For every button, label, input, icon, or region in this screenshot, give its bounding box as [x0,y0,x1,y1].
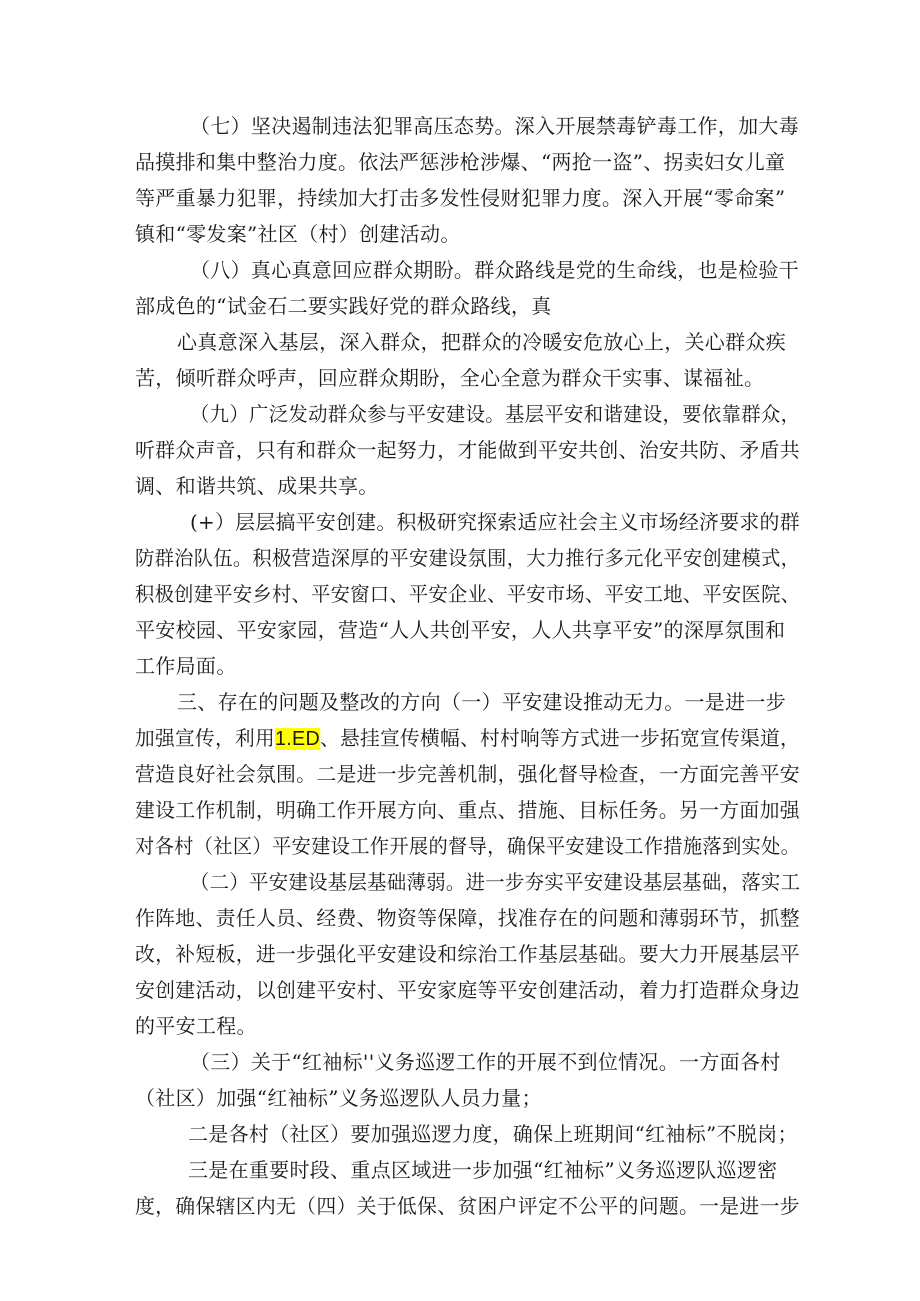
text-line: 积极创建平安乡村、平安窗口、平安企业、平安市场、平安工地、平安医院、 [135,582,801,606]
text-line: 品摸排和集中整治力度。依法严惩涉枪涉爆、“两抢一盗”、拐卖妇女儿童 [135,150,786,174]
text-line: 平安校园、平安家园，营造“人人共创平安，人人共享平安”的深厚氛围和 [135,618,786,642]
text-line: 镇和“零发案”社区（村）创建活动。 [135,222,461,246]
text-line-with-highlight [135,725,800,752]
text-line: 对各村（社区）平安建设工作开展的督导，确保平安建设工作措施落到实处。 [135,834,801,858]
text-line: 心真意深入基层，深入群众，把群众的冷暖安危放心上，关心群众疾 [177,330,786,354]
text-segment: 、悬挂宣传横幅、村村响等方式进一步拓宽宣传渠道， [320,726,800,750]
text-line: 部成色的“试金石二要实践好党的群众路线，真 [135,294,552,318]
text-line: 工作局面。 [135,654,237,678]
text-line: 三、存在的问题及整改的方向（一）平安建设推动无力。一是进一步 [177,690,786,714]
text-line: 作阵地、责任人员、经费、物资等保障，找准存在的问题和薄弱环节，抓整 [135,906,800,930]
text-line: （三）关于“红袖标''义务巡逻工作的开展不到位情况。一方面各村 [190,1050,781,1074]
text-line: （七）坚决遏制违法犯罪高压态势。深入开展禁毒铲毒工作，加大毒 [190,114,799,138]
text-line: 的平安工程。 [135,1014,257,1038]
highlighted-text: 1.ED [275,728,321,750]
text-line: （九）广泛发动群众参与平安建设。基层平安和谐建设，要依靠群众， [190,402,801,426]
text-line: （社区）加强“红袖标”义务巡逻队人员力量； [135,1086,542,1110]
text-segment: 加强宣传，利用 [135,726,276,750]
text-line: （二）平安建设基层基础薄弱。进一步夯实平安建设基层基础，落实工 [190,870,801,894]
text-line: 安创建活动，以创建平安村、平安家庭等平安创建活动，着力打造群众身边 [135,978,800,1002]
text-line: 二是各村（社区）要加强巡逻力度，确保上班期间“红袖标”不脱岗； [188,1122,798,1146]
text-line: 听群众声音，只有和群众一起努力，才能做到平安共创、治安共防、矛盾共 [135,438,800,462]
text-line: 建设工作机制，明确工作开展方向、重点、措施、目标任务。另一方面加强 [135,798,800,822]
text-line: 等严重暴力犯罪，持续加大打击多发性侵财犯罪力度。深入开展“零命案” [135,186,786,210]
text-line: 三是在重要时段、重点区域进一步加强“红袖标”义务巡逻队巡逻密 [188,1158,778,1182]
text-line: (+）层层搞平安创建。积极研究探索适应社会主义市场经济要求的群 [190,510,800,534]
text-line: 调、和谐共筑、成果共享。 [135,474,379,498]
text-line: 改，补短板，进一步强化平安建设和综治工作基层基础。要大力开展基层平 [135,942,800,966]
text-line: 防群治队伍。积极营造深厚的平安建设氛围，大力推行多元化平安创建模式， [135,546,801,570]
text-line: 苦，倾听群众呼声，回应群众期盼，全心全意为群众干实事、谋福祉。 [135,366,765,390]
text-line: 营造良好社会氛围。二是进一步完善机制，强化督导检查，一方面完善平安 [135,762,800,786]
text-line: （八）真心真意回应群众期盼。群众路线是党的生命线，也是检验干 [190,258,799,282]
text-line: 度，确保辖区内无（四）关于低保、贫困户评定不公平的问题。一是进一步 [135,1194,800,1218]
